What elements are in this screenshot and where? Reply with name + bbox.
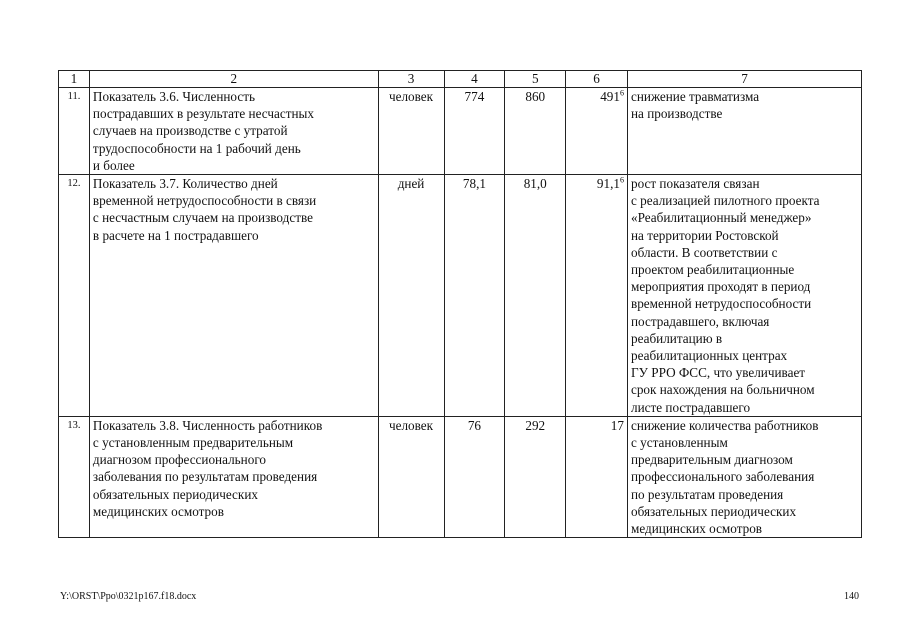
header-row bbox=[59, 71, 862, 88]
note-line: медицинских осмотров bbox=[630, 521, 763, 537]
note-line: проектом реабилитационные bbox=[630, 262, 795, 278]
row-number: 11. bbox=[59, 88, 90, 175]
value-col6-text: 491 bbox=[600, 89, 620, 104]
note-line: временной нетрудоспособности bbox=[630, 296, 812, 312]
note-line: профессионального заболевания bbox=[630, 469, 815, 485]
row-number: 12. bbox=[59, 175, 90, 417]
value-col6-text: 91,1 bbox=[596, 176, 620, 192]
note-line: снижение количества работников bbox=[630, 417, 819, 433]
indicator-name-line: и более bbox=[92, 157, 135, 173]
note-line: снижение травматизма bbox=[630, 89, 760, 104]
indicator-name bbox=[89, 88, 378, 175]
note-line: ГУ РРО ФСС, что увеличивает bbox=[630, 365, 806, 381]
table-row bbox=[59, 175, 862, 417]
note-line: по результатам проведения bbox=[630, 486, 784, 502]
note-line: «Реабилитационный менеджер» bbox=[630, 210, 812, 226]
note-line: пострадавшего, включая bbox=[630, 313, 770, 329]
indicator-name-line: Показатель 3.6. Численность bbox=[92, 89, 255, 104]
note-line: предварительным диагнозом bbox=[630, 452, 793, 468]
indicator-name-line: обязательных периодических bbox=[92, 486, 258, 502]
indicator-name-line: временной нетрудоспособности в связи bbox=[92, 193, 317, 209]
table-row bbox=[59, 88, 862, 175]
note-line: мероприятия проходят в период bbox=[630, 279, 811, 295]
table-row bbox=[59, 416, 862, 537]
indicator-name-line: пострадавших в результате несчастных bbox=[92, 106, 314, 122]
note-line: реабилитационных центрах bbox=[630, 348, 788, 364]
footer-page-number: 140 bbox=[844, 591, 859, 602]
indicator-name-line: случаев на производстве с утратой bbox=[92, 123, 288, 139]
header-cell-6: 6 bbox=[566, 71, 628, 88]
value-col5: 860 bbox=[505, 88, 566, 175]
indicator-name-line: с установленным предварительным bbox=[92, 435, 294, 451]
footnote-marker: 6 bbox=[619, 88, 624, 98]
footer-file-path: Y:\ORST\Ppo\0321p167.f18.docx bbox=[60, 591, 197, 602]
unit-cell: дней bbox=[378, 175, 444, 417]
header-cell-1: 1 bbox=[59, 71, 90, 88]
unit-cell: человек bbox=[378, 416, 444, 537]
header-cell-7: 7 bbox=[627, 71, 861, 88]
indicators-table bbox=[58, 70, 862, 538]
note-line: на территории Ростовской bbox=[630, 227, 779, 243]
note-line: с реализацией пилотного проекта bbox=[630, 193, 820, 209]
indicator-name-line: трудоспособности на 1 рабочий день bbox=[92, 140, 301, 156]
header-cell-3: 3 bbox=[378, 71, 444, 88]
indicator-name-line: с несчастным случаем на производстве bbox=[92, 210, 313, 226]
note-line: реабилитацию в bbox=[630, 330, 723, 346]
note bbox=[627, 175, 861, 417]
note-line: обязательных периодических bbox=[630, 503, 797, 519]
value-col5: 292 bbox=[505, 416, 566, 537]
value-col6-text: 17 bbox=[610, 417, 624, 433]
indicator-name bbox=[89, 175, 378, 417]
header-cell-5: 5 bbox=[505, 71, 566, 88]
note-line: с установленным bbox=[630, 435, 728, 451]
note-line: листе пострадавшего bbox=[630, 399, 751, 415]
value-col4: 78,1 bbox=[444, 175, 505, 417]
value-col5: 81,0 bbox=[505, 175, 566, 417]
indicator-name-line: в расчете на 1 пострадавшего bbox=[92, 227, 259, 243]
row-number: 13. bbox=[59, 416, 90, 537]
indicator-name-line: Показатель 3.8. Численность работников bbox=[92, 417, 323, 433]
indicator-name-line: Показатель 3.7. Количество дней bbox=[92, 176, 278, 192]
note bbox=[627, 416, 861, 537]
indicator-name bbox=[89, 416, 378, 537]
note bbox=[627, 88, 861, 175]
indicator-name-line: диагнозом профессионального bbox=[92, 452, 266, 468]
indicator-name-line: заболевания по результатам проведения bbox=[92, 469, 318, 485]
value-col6 bbox=[566, 416, 628, 537]
value-col4: 774 bbox=[444, 88, 505, 175]
value-col6 bbox=[566, 88, 628, 175]
value-col6 bbox=[566, 175, 628, 417]
header-cell-2: 2 bbox=[89, 71, 378, 88]
note-line: области. В соответствии с bbox=[630, 244, 778, 260]
header-cell-4: 4 bbox=[444, 71, 505, 88]
note-line: срок нахождения на больничном bbox=[630, 382, 815, 398]
indicator-name-line: медицинских осмотров bbox=[92, 503, 224, 519]
footnote-marker: 6 bbox=[619, 175, 624, 185]
note-line: на производстве bbox=[630, 106, 723, 122]
unit-cell: человек bbox=[378, 88, 444, 175]
value-col4: 76 bbox=[444, 416, 505, 537]
note-line: рост показателя связан bbox=[630, 176, 760, 192]
